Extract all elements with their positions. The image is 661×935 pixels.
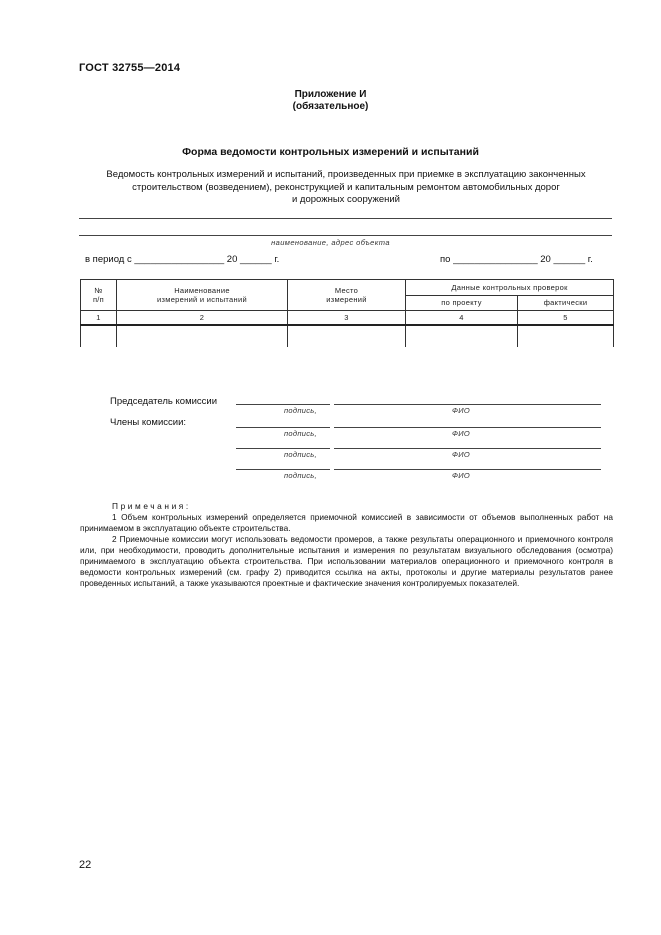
table-header-row [81, 280, 614, 296]
signature-caption: подпись, [284, 471, 317, 480]
name-caption: ФИО [452, 406, 471, 415]
period-to: по ________________ 20 ______ г. [440, 254, 593, 265]
chairman-name-line [334, 404, 601, 405]
name-caption: ФИО [452, 429, 471, 438]
column-number: 4 [406, 311, 518, 326]
name-caption: ФИО [452, 471, 471, 480]
header-name: Наименование измерений и испытаний [117, 280, 288, 311]
form-intro [80, 169, 612, 207]
header-num: № п/п [81, 280, 117, 311]
form-title: Форма ведомости контрольных измерений и испытаний [182, 146, 479, 158]
table-cell [406, 325, 518, 347]
standard-designation: ГОСТ 32755—2014 [79, 62, 181, 74]
member-signature-line [236, 427, 330, 428]
note-item: 2 Приемочные комиссии могут использовать ведомости промеров, а также результаты операционного и приемочного контроля или, при необходимости, проводить дополнительные испытания и измерения по результатам визуального обследования (осмотра) принимаемого в эксплуатацию объекта строительства. При использовании материалов операционного и приемочного контроля в ведомости контрольных измерений (см. графу 2) приводится ссылка на акты, протоколы и другие материалы результатов ранее проведенных испытаний, а также указываются проектные и фактические значения контролируемых показателей. [80, 534, 613, 588]
intro-line: строительством (возведением), реконструкцией и капитальным ремонтом автомобильных дорог [132, 181, 560, 193]
header-checks-group: Данные контрольных проверок [406, 280, 614, 296]
period-from: в период с _________________ 20 ______ г. [85, 254, 280, 265]
note-item: 1 Объем контрольных измерений определяется приемочной комиссией в зависимости от объемов выполненных работ на принимаемом в эксплуатацию объекте строительства. [80, 512, 613, 533]
chairman-label: Председатель комиссии [110, 396, 218, 407]
header-place: Место измерений [288, 280, 406, 311]
member-name-line [334, 427, 601, 428]
notes-block [80, 501, 613, 589]
table-row [81, 325, 614, 347]
members-label: Члены комиссии: [110, 417, 187, 428]
name-caption: ФИО [452, 450, 471, 459]
intro-line: и дорожных сооружений [291, 194, 400, 205]
annex-status: (обязательное) [292, 101, 369, 112]
column-number: 5 [518, 311, 614, 326]
signature-caption: подпись, [284, 429, 317, 438]
member-signature-line [236, 448, 330, 449]
member-name-line [334, 469, 601, 470]
member-name-line [334, 448, 601, 449]
table-cell [81, 325, 117, 347]
header-actual: фактически [518, 295, 614, 311]
table-cell [117, 325, 288, 347]
object-caption: наименование, адрес объекта [271, 238, 390, 247]
page-number: 22 [79, 859, 92, 871]
object-name-line [79, 218, 612, 219]
intro-line: Ведомость контрольных измерений и испытаний, произведенных при приемке в эксплуатацию законченных [106, 169, 586, 180]
annex-title: Приложение И [294, 89, 367, 100]
measurements-table [80, 279, 614, 347]
column-number: 2 [117, 311, 288, 326]
notes-heading: Примечания: [112, 501, 191, 511]
table-cell [288, 325, 406, 347]
column-number-row [81, 311, 614, 326]
column-number: 3 [288, 311, 406, 326]
chairman-signature-line [236, 404, 330, 405]
table-cell [518, 325, 614, 347]
header-by-project: по проекту [406, 295, 518, 311]
signature-caption: подпись, [284, 406, 317, 415]
object-address-line [79, 235, 612, 236]
member-signature-line [236, 469, 330, 470]
column-number: 1 [81, 311, 117, 326]
signature-caption: подпись, [284, 450, 317, 459]
